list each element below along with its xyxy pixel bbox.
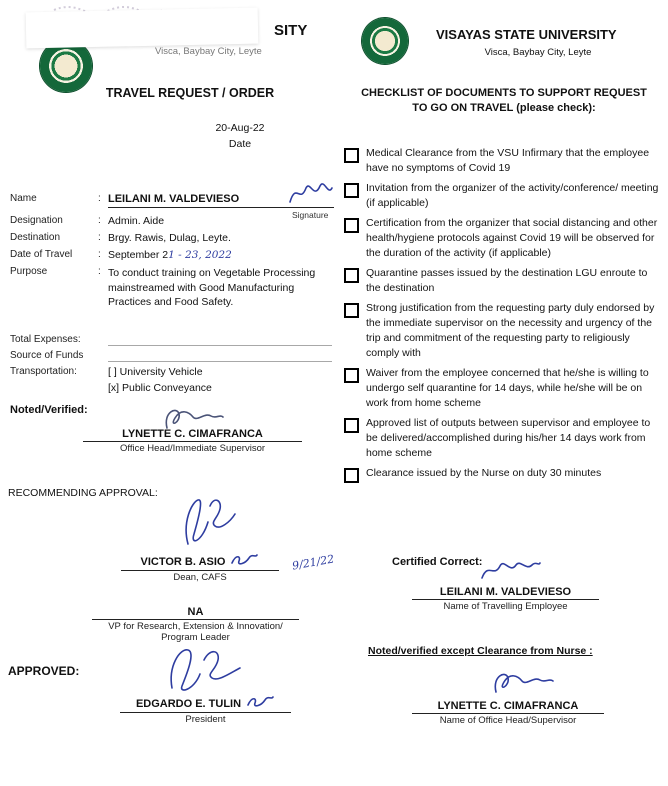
name-signature-line bbox=[108, 207, 334, 208]
checklist-item bbox=[344, 301, 664, 361]
vp-title-line2: Program Leader bbox=[161, 632, 230, 643]
checkbox[interactable] bbox=[344, 183, 359, 198]
campus-address: Visca, Baybay City, Leyte bbox=[155, 46, 262, 57]
checklist-item bbox=[344, 146, 664, 176]
checklist-title-line1: CHECKLIST OF DOCUMENTS TO SUPPORT REQUEST bbox=[361, 87, 647, 99]
supervisor-signblock bbox=[398, 700, 618, 726]
checklist-item-text: Certification from the organizer that social distancing and other health/hygiene protocols against Covid 19 will be observed for the duration of the activity (if applicable) bbox=[366, 217, 658, 259]
certified-correct-label: Certified Correct: bbox=[392, 556, 483, 568]
checklist-item-text: Quarantine passes issued by the destination LGU enroute to the destination bbox=[366, 267, 648, 294]
partial-university-name: SITY bbox=[274, 22, 308, 39]
president-title: President bbox=[185, 714, 226, 725]
employee-name: LEILANI M. VALDEVIESO bbox=[439, 586, 572, 598]
supervisor-title: Office Head/Immediate Supervisor bbox=[119, 443, 266, 454]
employee-signature-icon bbox=[287, 178, 335, 208]
vp-line bbox=[92, 619, 299, 620]
colon: : bbox=[98, 215, 101, 226]
field-label-destination: Destination bbox=[10, 232, 61, 243]
colon: : bbox=[98, 266, 101, 277]
field-label-travel-date: Date of Travel bbox=[10, 249, 73, 260]
travel-date-handwritten: 1 - 23, 2022 bbox=[168, 249, 232, 261]
president-signblock bbox=[98, 644, 313, 725]
checklist-title-line2: TO GO ON TRAVEL (please check): bbox=[412, 102, 596, 114]
colon: : bbox=[98, 232, 101, 243]
checklist-item bbox=[344, 416, 664, 461]
employee-line bbox=[412, 599, 599, 600]
checklist-item bbox=[344, 366, 664, 411]
field-value-travel-date bbox=[108, 249, 232, 261]
checklist-title bbox=[346, 86, 662, 116]
president-name: EDGARDO E. TULIN bbox=[135, 698, 242, 710]
vsu-seal-icon bbox=[362, 18, 408, 64]
checkbox[interactable] bbox=[344, 368, 359, 383]
checkbox[interactable] bbox=[344, 303, 359, 318]
transport-option-public-conveyance[interactable]: [x] Public Conveyance bbox=[108, 382, 212, 394]
date-block bbox=[140, 120, 340, 152]
checklist-item bbox=[344, 466, 664, 483]
date-label: Date bbox=[228, 138, 252, 150]
checkbox[interactable] bbox=[344, 418, 359, 433]
noted-verified-label: Noted/Verified: bbox=[10, 404, 88, 416]
checklist-item-text: Waiver from the employee concerned that he/she is willing to undergo self quarantine for 14 days, while he/she will be on work from home scheme bbox=[366, 367, 649, 409]
field-label-total-expenses: Total Expenses: bbox=[10, 334, 81, 345]
vp-signblock bbox=[78, 606, 313, 643]
field-label-source-of-funds: Source of Funds bbox=[10, 350, 84, 361]
university-name: VISAYAS STATE UNIVERSITY bbox=[436, 27, 617, 42]
supervisor-signblock bbox=[65, 404, 320, 454]
field-label-transportation: Transportation: bbox=[10, 366, 77, 377]
transport-option-university-vehicle[interactable]: [ ] University Vehicle bbox=[108, 366, 203, 378]
date-value: 20-Aug-22 bbox=[215, 122, 265, 134]
checkbox[interactable] bbox=[344, 218, 359, 233]
noted-except-label: Noted/verified except Clearance from Nurse : bbox=[368, 645, 593, 657]
dean-title: Dean, CAFS bbox=[173, 572, 227, 583]
redaction-tape bbox=[26, 8, 259, 49]
field-value-name: LEILANI M. VALDEVIESO bbox=[108, 193, 240, 205]
checklist-item bbox=[344, 266, 664, 296]
travel-checklist bbox=[340, 0, 668, 786]
employee-signblock bbox=[398, 586, 613, 612]
field-value-purpose: To conduct training on Vegetable Processing mainstreamed with Good Manufacturing Practices and Food Safety. bbox=[108, 267, 316, 308]
dean-signblock bbox=[95, 494, 305, 583]
field-label-name: Name bbox=[10, 193, 37, 204]
total-expenses-line bbox=[108, 345, 332, 346]
approved-label: APPROVED: bbox=[8, 664, 80, 678]
president-line bbox=[120, 712, 291, 713]
checklist-item-text: Medical Clearance from the VSU Infirmary that the employee have no symptoms of Covid 19 bbox=[366, 147, 650, 174]
checklist-item-text: Approved list of outputs between supervisor and employee to be delivered/accomplished during his/her 14 days work from home scheme bbox=[366, 417, 651, 459]
checklist-item-text: Clearance issued by the Nurse on duty 30 minutes bbox=[366, 467, 602, 479]
campus-address: Visca, Baybay City, Leyte bbox=[484, 47, 592, 58]
recommending-approval-label: RECOMMENDING APPROVAL: bbox=[8, 487, 158, 499]
employee-title: Name of Travelling Employee bbox=[443, 601, 568, 612]
colon: : bbox=[98, 249, 101, 260]
vp-name: NA bbox=[187, 606, 204, 618]
field-label-designation: Designation bbox=[10, 215, 63, 226]
checklist-items bbox=[344, 146, 664, 488]
colon: : bbox=[98, 193, 101, 204]
checkbox[interactable] bbox=[344, 268, 359, 283]
supervisor-name: LYNETTE C. CIMAFRANCA bbox=[437, 700, 579, 712]
travel-date-printed: September 2 bbox=[108, 249, 169, 261]
checklist-item bbox=[344, 181, 664, 211]
form-title: TRAVEL REQUEST / ORDER bbox=[105, 86, 275, 100]
checklist-item-text: Invitation from the organizer of the activity/conference/ meeting (if applicable) bbox=[366, 182, 659, 209]
employee-signature-icon bbox=[478, 558, 542, 584]
dean-handwritten-date: 9/21/22 bbox=[291, 552, 336, 573]
president-signature-icon bbox=[160, 644, 252, 694]
dean-signature-icon bbox=[160, 494, 240, 550]
field-label-purpose: Purpose bbox=[10, 266, 48, 277]
supervisor-line bbox=[83, 441, 302, 442]
supervisor-line bbox=[412, 713, 604, 714]
vp-title-line1: VP for Research, Extension & Innovation/ bbox=[108, 621, 283, 632]
signature-caption: Signature bbox=[292, 210, 329, 220]
checkbox[interactable] bbox=[344, 148, 359, 163]
source-of-funds-line bbox=[108, 361, 332, 362]
supervisor-signature-icon bbox=[490, 668, 556, 698]
checklist-item bbox=[344, 216, 664, 261]
dean-initial-scribble-icon bbox=[229, 550, 259, 568]
field-value-designation: Admin. Aide bbox=[108, 215, 165, 227]
supervisor-name: LYNETTE C. CIMAFRANCA bbox=[122, 428, 263, 440]
checklist-item-text: Strong justification from the requesting party duly endorsed by the immediate supervisor on the necessity and urgency of the trip and commitment of the requesting party to religiously comply with bbox=[366, 302, 655, 359]
checkbox[interactable] bbox=[344, 468, 359, 483]
president-initial-scribble-icon bbox=[245, 692, 275, 710]
dean-line bbox=[121, 570, 279, 571]
dean-name: VICTOR B. ASIO bbox=[140, 556, 226, 568]
field-value-destination: Brgy. Rawis, Dulag, Leyte. bbox=[108, 232, 231, 244]
supervisor-title: Name of Office Head/Supervisor bbox=[439, 715, 577, 726]
